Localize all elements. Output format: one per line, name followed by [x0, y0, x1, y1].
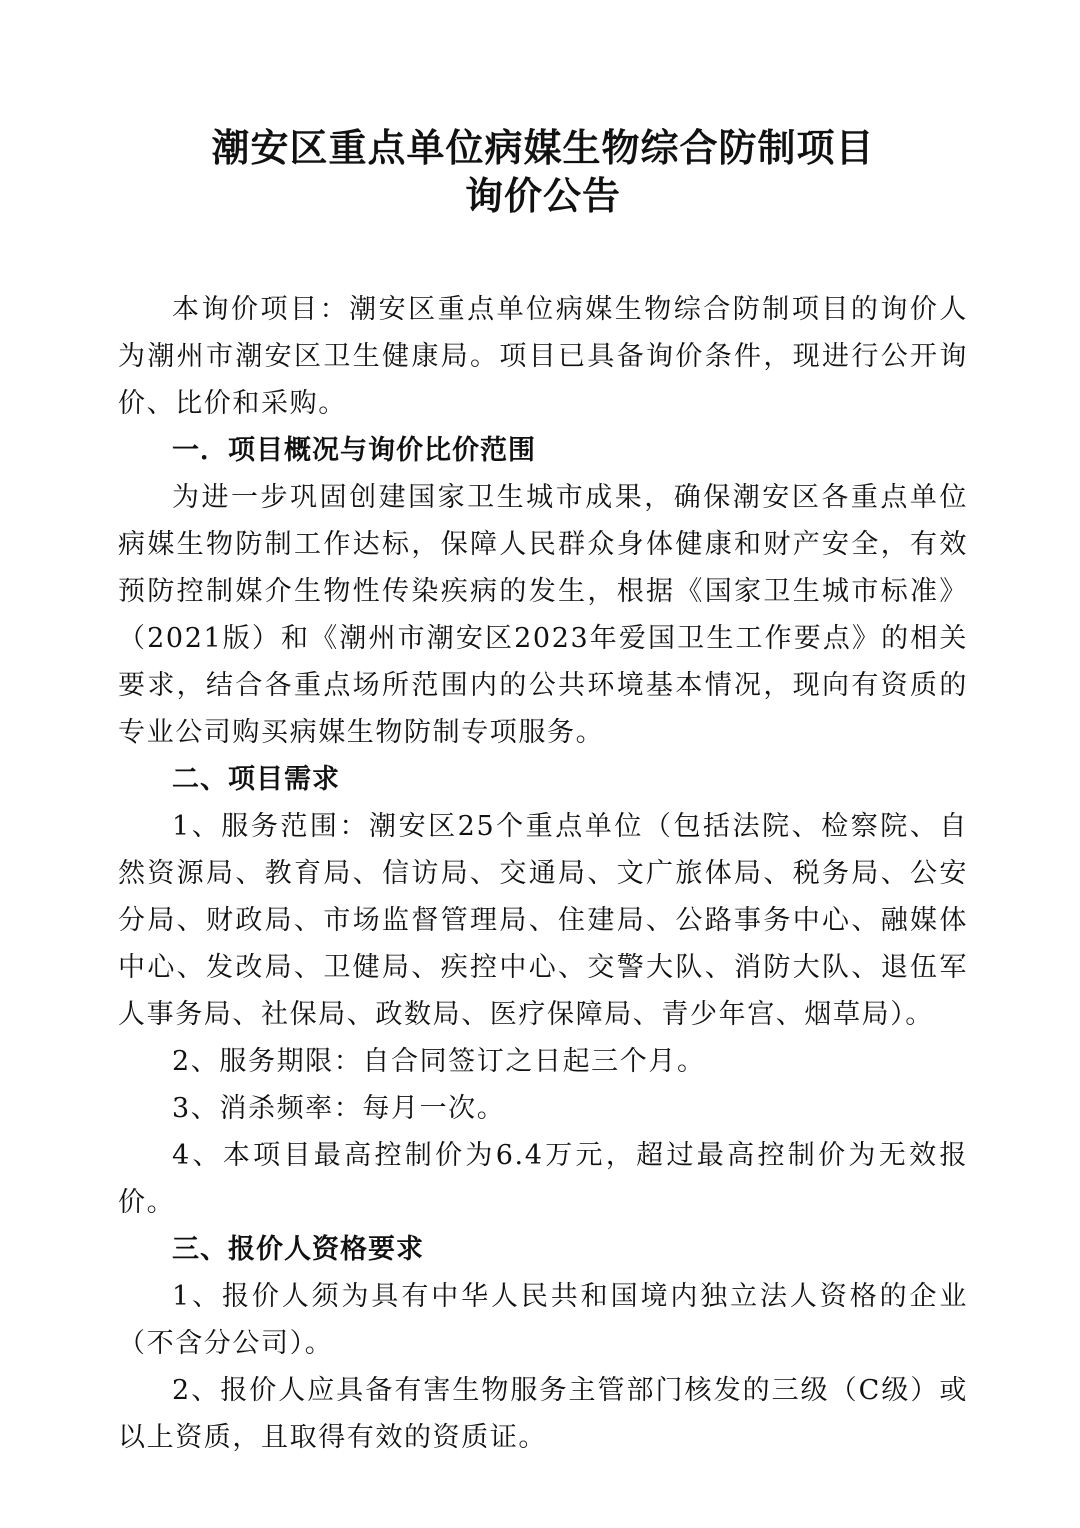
section-1-paragraph: 为进一步巩固创建国家卫生城市成果，确保潮安区各重点单位病媒生物防制工作达标，保障人民群众身体健康和财产安全，有效预防控制媒介生物性传染疾病的发生，根据《国家卫生城市标准》（2021版）和《潮州市潮安区2023年爱国卫生工作要点》的相关要求，结合各重点场所范围内的公共环境基本情况，现向有资质的专业公司购买病媒生物防制专项服务。 [118, 482, 968, 748]
section-2-item-service-scope: 1、服务范围：潮安区25个重点单位（包括法院、检察院、自然资源局、教育局、信访局、交通局、文广旅体局、税务局、公安分局、财政局、市场监督管理局、住建局、公路事务中心、融媒体中心、发改局、卫健局、疾控中心、交警大队、消防大队、退伍军人事务局、社保局、政数局、医疗保障局、青少年宫、烟草局）。 [118, 811, 968, 1030]
document-body [118, 286, 968, 1461]
section-2-item-frequency: 3、消杀频率：每月一次。 [172, 1093, 506, 1124]
title-line-2: 询价公告 [464, 174, 621, 218]
section-1-heading: 一．项目概况与询价比价范围 [172, 435, 536, 466]
section-2-heading: 二、项目需求 [172, 764, 340, 795]
intro-paragraph: 本询价项目：潮安区重点单位病媒生物综合防制项目的询价人为潮州市潮安区卫生健康局。项目已具备询价条件，现进行公开询价、比价和采购。 [118, 294, 968, 419]
section-2-item-service-period: 2、服务期限：自合同签订之日起三个月。 [172, 1046, 706, 1077]
section-3-item-legal-entity: 1、报价人须为具有中华人民共和国境内独立法人资格的企业（不含分公司）。 [118, 1281, 968, 1359]
document-title [118, 0, 968, 220]
section-2-item-max-price: 4、本项目最高控制价为6.4万元，超过最高控制价为无效报价。 [118, 1140, 968, 1218]
section-3-heading: 三、报价人资格要求 [172, 1234, 424, 1265]
title-line-1: 潮安区重点单位病媒生物综合防制项目 [211, 126, 875, 170]
section-3-item-qualification: 2、报价人应具备有害生物服务主管部门核发的三级（C级）或以上资质，且取得有效的资质证。 [118, 1375, 968, 1453]
